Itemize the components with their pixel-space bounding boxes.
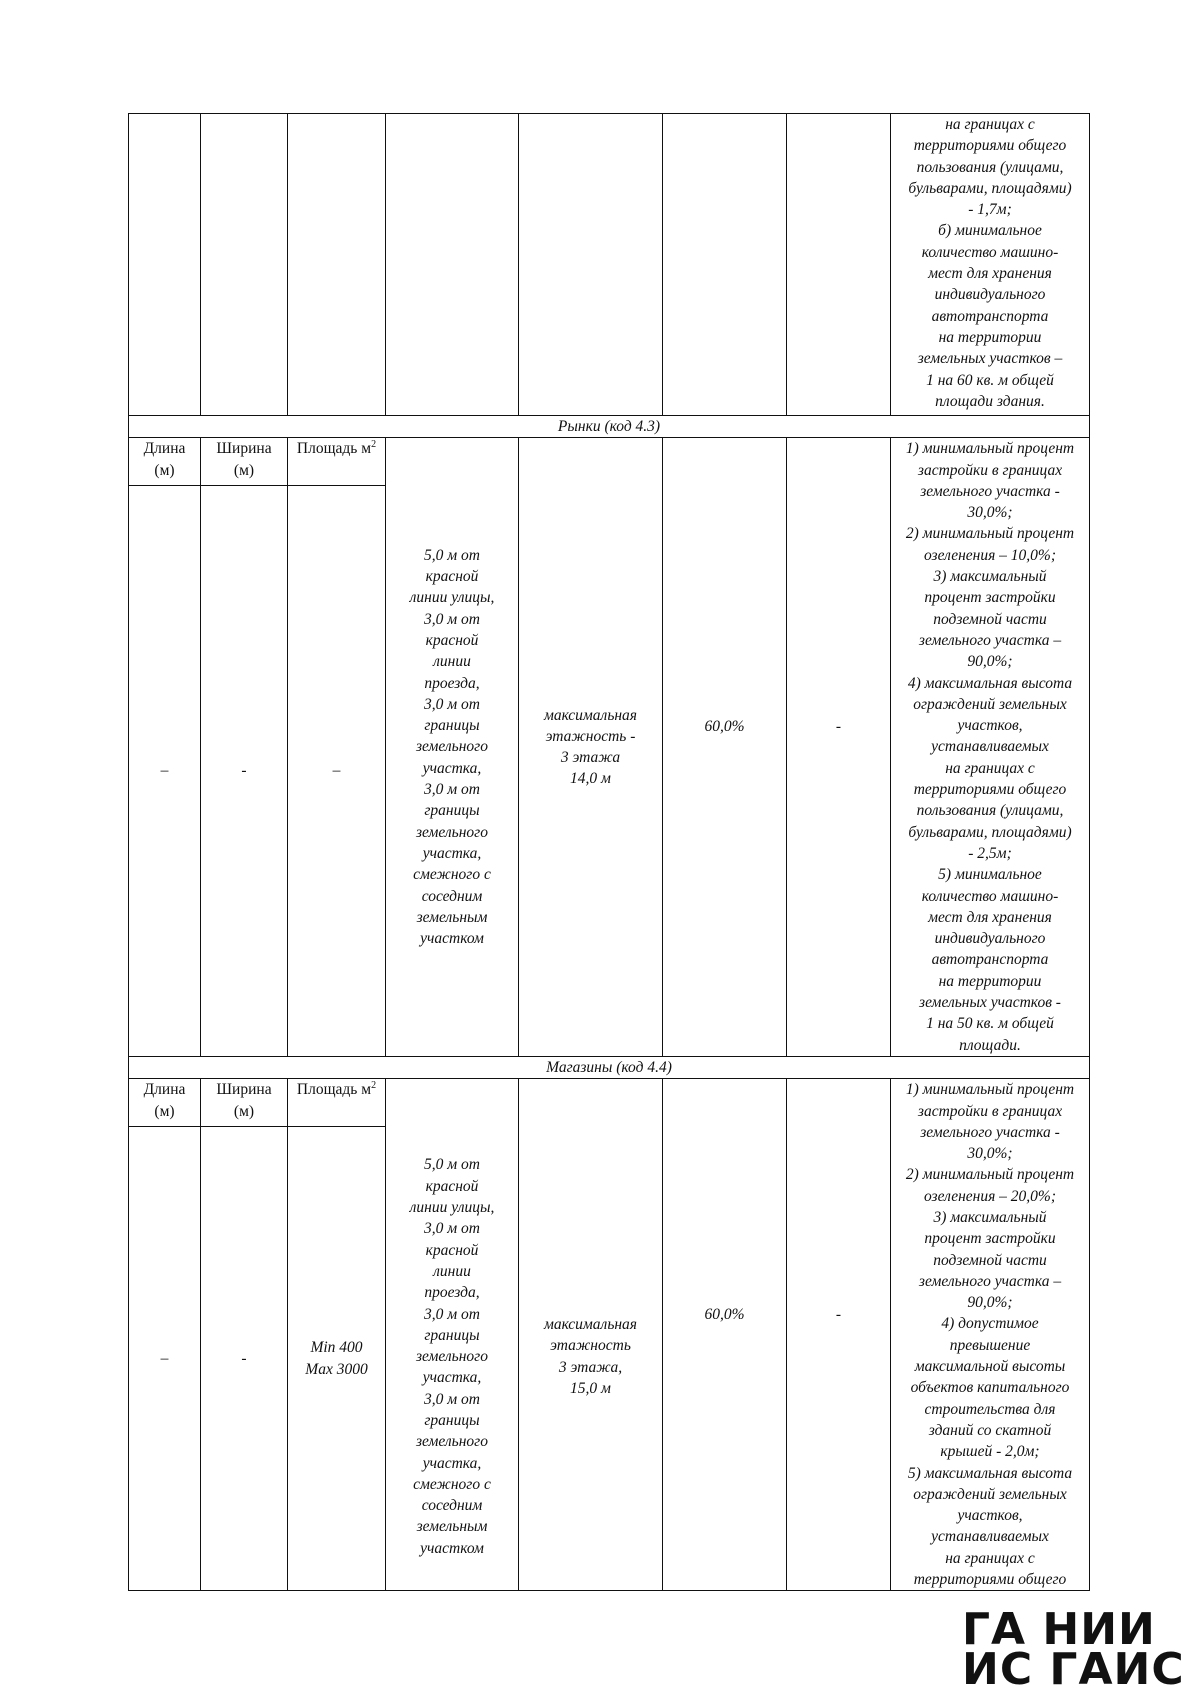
requirements-cell: 1) минимальный процент застройки в границах земельного участка - 30,0%; 2) минимальный процент озеленения – 20,0%; 3) максимальный процент застройки подземной части земельного участка – 90,0%; 4) допустимое превышение максимальной высоты объектов капитального строительства для зданий со скатной крышей - 2,0м; 5) максимальная высота ограждений земельных участков, устанавливаемых на границах с территориями общего xyxy=(891,1079,1090,1591)
empty-cell xyxy=(386,114,519,416)
area-header-sup: 2 xyxy=(371,1080,377,1092)
setbacks-cell: 5,0 м от красной линии улицы, 3,0 м от красной линии проезда, 3,0 м от границы земельного участка, 3,0 м от границы земельного участка, смежного с соседним земельным участком xyxy=(386,1079,519,1591)
empty-cell xyxy=(288,114,386,416)
section-title-row xyxy=(129,416,1090,438)
width-header: Ширина (м) xyxy=(201,1079,288,1126)
other-cell: - xyxy=(787,1079,891,1591)
area-header-sup: 2 xyxy=(371,439,377,451)
requirements-cell: на границах с территориями общего пользования (улицами, бульварами, площадями) - 1,7м; б) минимальное количество машино- мест для хранения индивидуального автотранспорта на территории земельных участков – 1 на 60 кв. м общей площади здания. xyxy=(891,114,1090,416)
header-row xyxy=(129,1079,1090,1126)
section-title: Магазины (код 4.4) xyxy=(129,1056,1090,1078)
empty-cell xyxy=(787,114,891,416)
logo-line-2: ИС ГАИС xyxy=(962,1644,1185,1695)
height-cell: максимальная этажность 3 этажа, 15,0 м xyxy=(519,1079,663,1591)
section-title-row xyxy=(129,1056,1090,1078)
area-header xyxy=(288,1079,386,1126)
area-header-text: Площадь м xyxy=(296,1081,372,1099)
empty-cell xyxy=(519,114,663,416)
area-header-text: Площадь м xyxy=(296,440,372,458)
continuation-row xyxy=(129,114,1090,416)
length-header: Длина (м) xyxy=(129,438,201,485)
empty-cell xyxy=(129,114,201,416)
other-cell: - xyxy=(787,438,891,1057)
area-value: Min 400 Max 3000 xyxy=(288,1126,386,1591)
header-row xyxy=(129,438,1090,485)
empty-cell xyxy=(201,114,288,416)
length-header: Длина (м) xyxy=(129,1079,201,1126)
regulations-table xyxy=(128,113,1090,1591)
width-header: Ширина (м) xyxy=(201,438,288,485)
section-title: Рынки (код 4.3) xyxy=(129,416,1090,438)
width-value: - xyxy=(201,1126,288,1591)
length-value: – xyxy=(129,1126,201,1591)
coverage-cell: 60,0% xyxy=(663,1079,787,1591)
setbacks-cell: 5,0 м от красной линии улицы, 3,0 м от красной линии проезда, 3,0 м от границы земельного участка, 3,0 м от границы земельного участка, смежного с соседним земельным участком xyxy=(386,438,519,1057)
area-value: – xyxy=(288,485,386,1056)
length-value: – xyxy=(129,485,201,1056)
height-cell: максимальная этажность - 3 этажа 14,0 м xyxy=(519,438,663,1057)
coverage-cell: 60,0% xyxy=(663,438,787,1057)
width-value: - xyxy=(201,485,288,1056)
empty-cell xyxy=(663,114,787,416)
area-header xyxy=(288,438,386,485)
logo-line-1: ГА НИИ xyxy=(962,1610,1156,1655)
institute-logo xyxy=(962,1610,1185,1696)
requirements-cell: 1) минимальный процент застройки в границах земельного участка - 30,0%; 2) минимальный процент озеленения – 10,0%; 3) максимальный процент застройки подземной части земельного участка – 90,0%; 4) максимальная высота ограждений земельных участков, устанавливаемых на границах с территориями общего пользования (улицами, бульварами, площадями) - 2,5м; 5) минимальное количество машино- мест для хранения индивидуального автотранспорта на территории земельных участков - 1 на 50 кв. м общей площади. xyxy=(891,438,1090,1057)
